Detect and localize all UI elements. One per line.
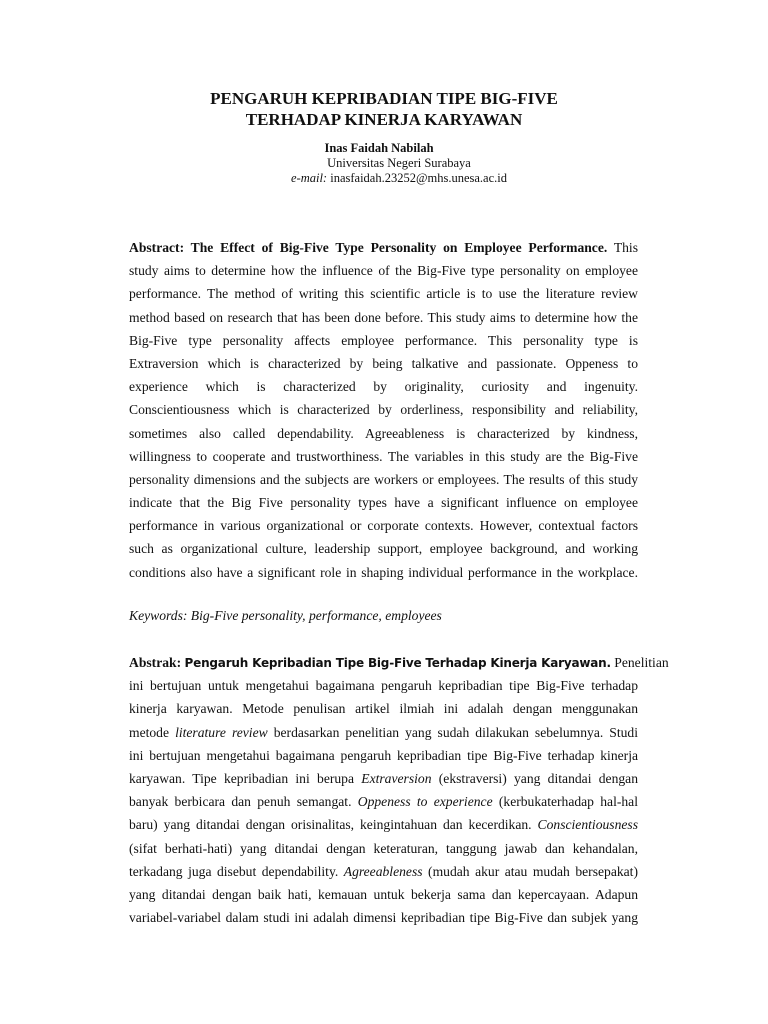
abstract-id-line xyxy=(129,813,638,836)
abstract-en-line xyxy=(129,236,638,259)
abstract-id-text: karyawan. Tipe kepribadian ini berupa xyxy=(129,770,362,786)
author-affiliation: Universitas Negeri Surabaya xyxy=(327,156,471,170)
abstract-en-line: willingness to cooperate and trustworthiness. The variables in this study are the Big-Five xyxy=(129,448,638,464)
abstract-id-italic-term: Extraversion xyxy=(361,770,432,786)
abstract-id-text: (ekstraversi) yang ditandai dengan xyxy=(431,770,638,786)
abstract-en-lead: Abstract: The Effect of Big-Five Type Personality on Employee Performance. xyxy=(129,240,608,255)
abstract-id-italic-term: Conscientiousness xyxy=(537,817,638,833)
title-line-1: PENGARUH KEPRIBADIAN TIPE BIG-FIVE xyxy=(210,89,558,108)
abstract-id-line: yang ditandai dengan baik hati, kemauan untuk bekerja sama dan kepercayaan. Adapun xyxy=(129,886,638,902)
abstract-en-line: Big-Five type personality affects employee performance. This personality type is xyxy=(129,332,638,348)
abstract-en-line: personality dimensions and the subjects are workers or employees. The results of this study xyxy=(129,471,638,487)
title-line-2: TERHADAP KINERJA KARYAWAN xyxy=(245,110,523,129)
abstract-id-italic-term: Agreeableness xyxy=(343,863,423,879)
email-label: e-mail: xyxy=(291,171,328,185)
abstract-id-title: Pengaruh Kepribadian Tipe Big-Five Terhadap Kinerja Karyawan. xyxy=(184,656,611,670)
abstract-id-line: ini bertujuan untuk mengetahui bagaimana pengaruh kepribadian tipe Big-Five terhadap xyxy=(129,678,638,694)
abstract-id-line: kinerja karyawan. Metode penulisan artikel ilmiah ini adalah dengan menggunakan xyxy=(129,701,638,717)
abstract-en-line: conditions also have a significant role in shaping individual performance in the workplace. xyxy=(129,564,638,580)
abstract-id-line: variabel-variabel dalam studi ini adalah dimensi kepribadian tipe Big-Five dan subjek yang xyxy=(129,910,638,926)
abstract-id-line xyxy=(129,651,669,674)
abstract-id-text: Penelitian xyxy=(610,655,669,670)
author-email-line xyxy=(0,171,768,186)
abstract-en-line: sometimes also called dependability. Agreeableness is characterized by kindness, xyxy=(129,425,638,441)
abstract-id-text: (kerbukaterhadap hal-hal xyxy=(492,794,638,810)
abstract-id-text: berdasarkan penelitian yang sudah dilakukan sebelumnya. Studi xyxy=(267,724,638,740)
abstract-en-line: indicate that the Big Five personality types have a significant influence on employee xyxy=(129,495,638,511)
paper-title xyxy=(0,88,768,130)
abstract-id-line: ini bertujuan mengetahui bagaimana pengaruh kepribadian tipe Big-Five terhadap kinerja xyxy=(129,747,638,763)
author-block xyxy=(0,141,768,186)
abstract-indonesian xyxy=(129,651,669,929)
keywords-label: Keywords xyxy=(129,608,183,623)
abstract-en-line: performance. The method of writing this scientific article is to use the literature review xyxy=(129,286,638,302)
abstract-id-line xyxy=(129,767,638,790)
abstract-id-line xyxy=(129,790,638,813)
abstract-id-line xyxy=(129,721,638,744)
abstract-english xyxy=(129,236,638,584)
abstract-en-line: performance in various organizational or corporate contexts. However, contextual factors xyxy=(129,518,638,534)
author-email: inasfaidah.23252@mhs.unesa.ac.id xyxy=(330,171,507,185)
author-name: Inas Faidah Nabilah xyxy=(324,141,434,155)
abstract-id-italic-term: Oppeness to experience xyxy=(357,794,493,810)
abstract-en-line: such as organizational culture, leadership support, employee background, and working xyxy=(129,541,638,557)
abstract-id-text: (mudah akur atau mudah bersepakat) xyxy=(422,863,638,879)
abstract-id-italic-term: literature review xyxy=(175,724,268,740)
keywords-line xyxy=(129,606,442,626)
abstract-en-line: Conscientiousness which is characterized by orderliness, responsibility and reliability, xyxy=(129,402,638,418)
abstract-id-text: baru) yang ditandai dengan orisinalitas, keingintahuan dan kecerdikan. xyxy=(129,817,538,833)
abstract-id-text: banyak berbicara dan penuh semangat. xyxy=(129,794,358,810)
abstract-en-line: method based on research that has been done before. This study aims to determine how the xyxy=(129,309,638,325)
abstract-en-line: Extraversion which is characterized by being talkative and passionate. Oppeness to xyxy=(129,355,638,371)
abstract-en-line-text: This xyxy=(607,240,638,255)
abstract-id-label: Abstrak: xyxy=(129,655,182,670)
abstract-en-line: study aims to determine how the influence of the Big-Five type personality on employee xyxy=(129,263,638,279)
abstract-en-line: experience which is characterized by originality, curiosity and ingenuity. xyxy=(129,379,638,395)
abstract-id-text: terkadang juga disebut dependability. xyxy=(129,863,344,879)
abstract-id-text: metode xyxy=(129,724,176,740)
abstract-id-line: (sifat berhati-hati) yang ditandai dengan keteraturan, tanggung jawab dan kehandalan, xyxy=(129,840,638,856)
keywords-text: : Big-Five personality, performance, employees xyxy=(182,608,442,623)
abstract-id-line xyxy=(129,860,638,883)
